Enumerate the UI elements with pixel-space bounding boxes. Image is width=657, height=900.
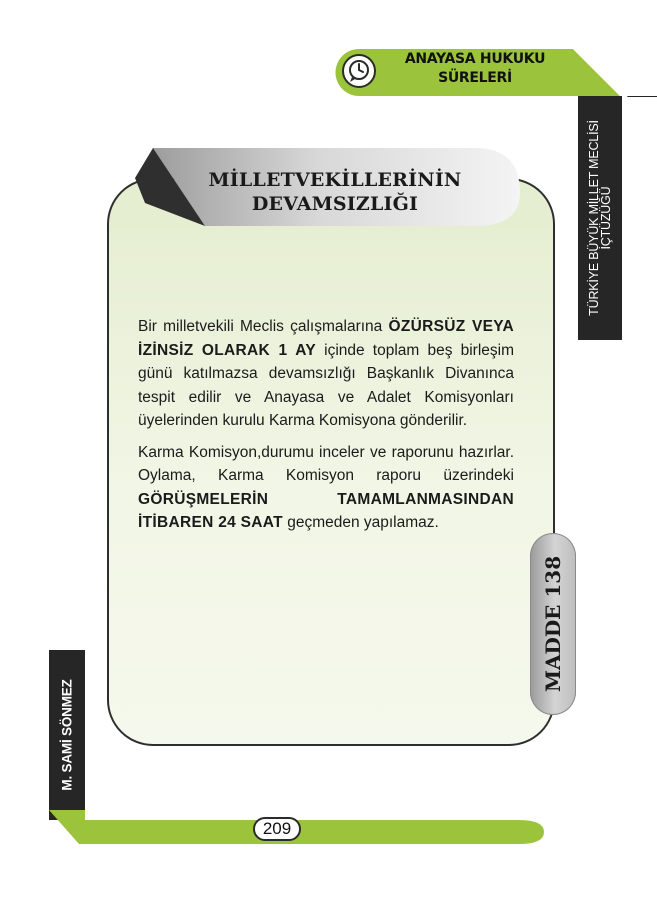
- author-side-tab: [49, 650, 85, 820]
- author-name: M. SAMİ SÖNMEZ: [59, 679, 75, 791]
- header-title: [395, 50, 555, 88]
- book-title-side-tab: [578, 96, 622, 340]
- section-header-tab: [335, 47, 657, 97]
- book-title-vertical: [588, 100, 612, 336]
- p2-text-b: geçmeden yapılamaz.: [282, 514, 439, 531]
- p2-text-a: Karma Komisyon,durumu inceler ve raporunu hazırlar. Oylama, Karma Komisyon raporu üzerindeki: [138, 443, 514, 484]
- clock-speech-icon: [342, 54, 376, 88]
- card-title-line1: MİLLETVEKİLLERİNİN: [208, 169, 462, 191]
- article-number-label: MADDE 138: [541, 555, 565, 693]
- article-body: [138, 315, 514, 543]
- card-title-line2: DEVAMSIZLIĞI: [251, 193, 419, 215]
- paragraph-2: [138, 441, 514, 535]
- article-number-pill: [530, 533, 576, 715]
- paragraph-1: [138, 315, 514, 433]
- card-title: [190, 168, 480, 216]
- p2-bold: GÖRÜŞMELERİN TAMAMLANMASINDAN İTİBAREN 24 SAAT: [138, 490, 514, 531]
- p1-text-b: içinde toplam beş birleşim günü katılmazsa devamsızlığı Başkanlık Divanınca tespit edilir ve Anayasa ve Adalet Komisyonları üyelerinden kurulu Karma Komisyona gönderilir.: [138, 341, 514, 429]
- page-number: 209: [253, 817, 301, 841]
- p1-bold: ÖZÜRSÜZ VEYA İZİNSİZ OLARAK 1 AY: [138, 318, 514, 359]
- book-title-line1: TÜRKİYE BÜYÜK MİLLET MECLİSİ: [587, 120, 601, 316]
- p1-text-a: Bir milletvekili Meclis çalışmalarına: [138, 318, 389, 335]
- header-title-line2: SÜRELERİ: [438, 70, 512, 86]
- book-title-line2: İÇTÜZÜĞÜ: [599, 186, 613, 250]
- header-title-line1: ANAYASA HUKUKU: [404, 51, 546, 67]
